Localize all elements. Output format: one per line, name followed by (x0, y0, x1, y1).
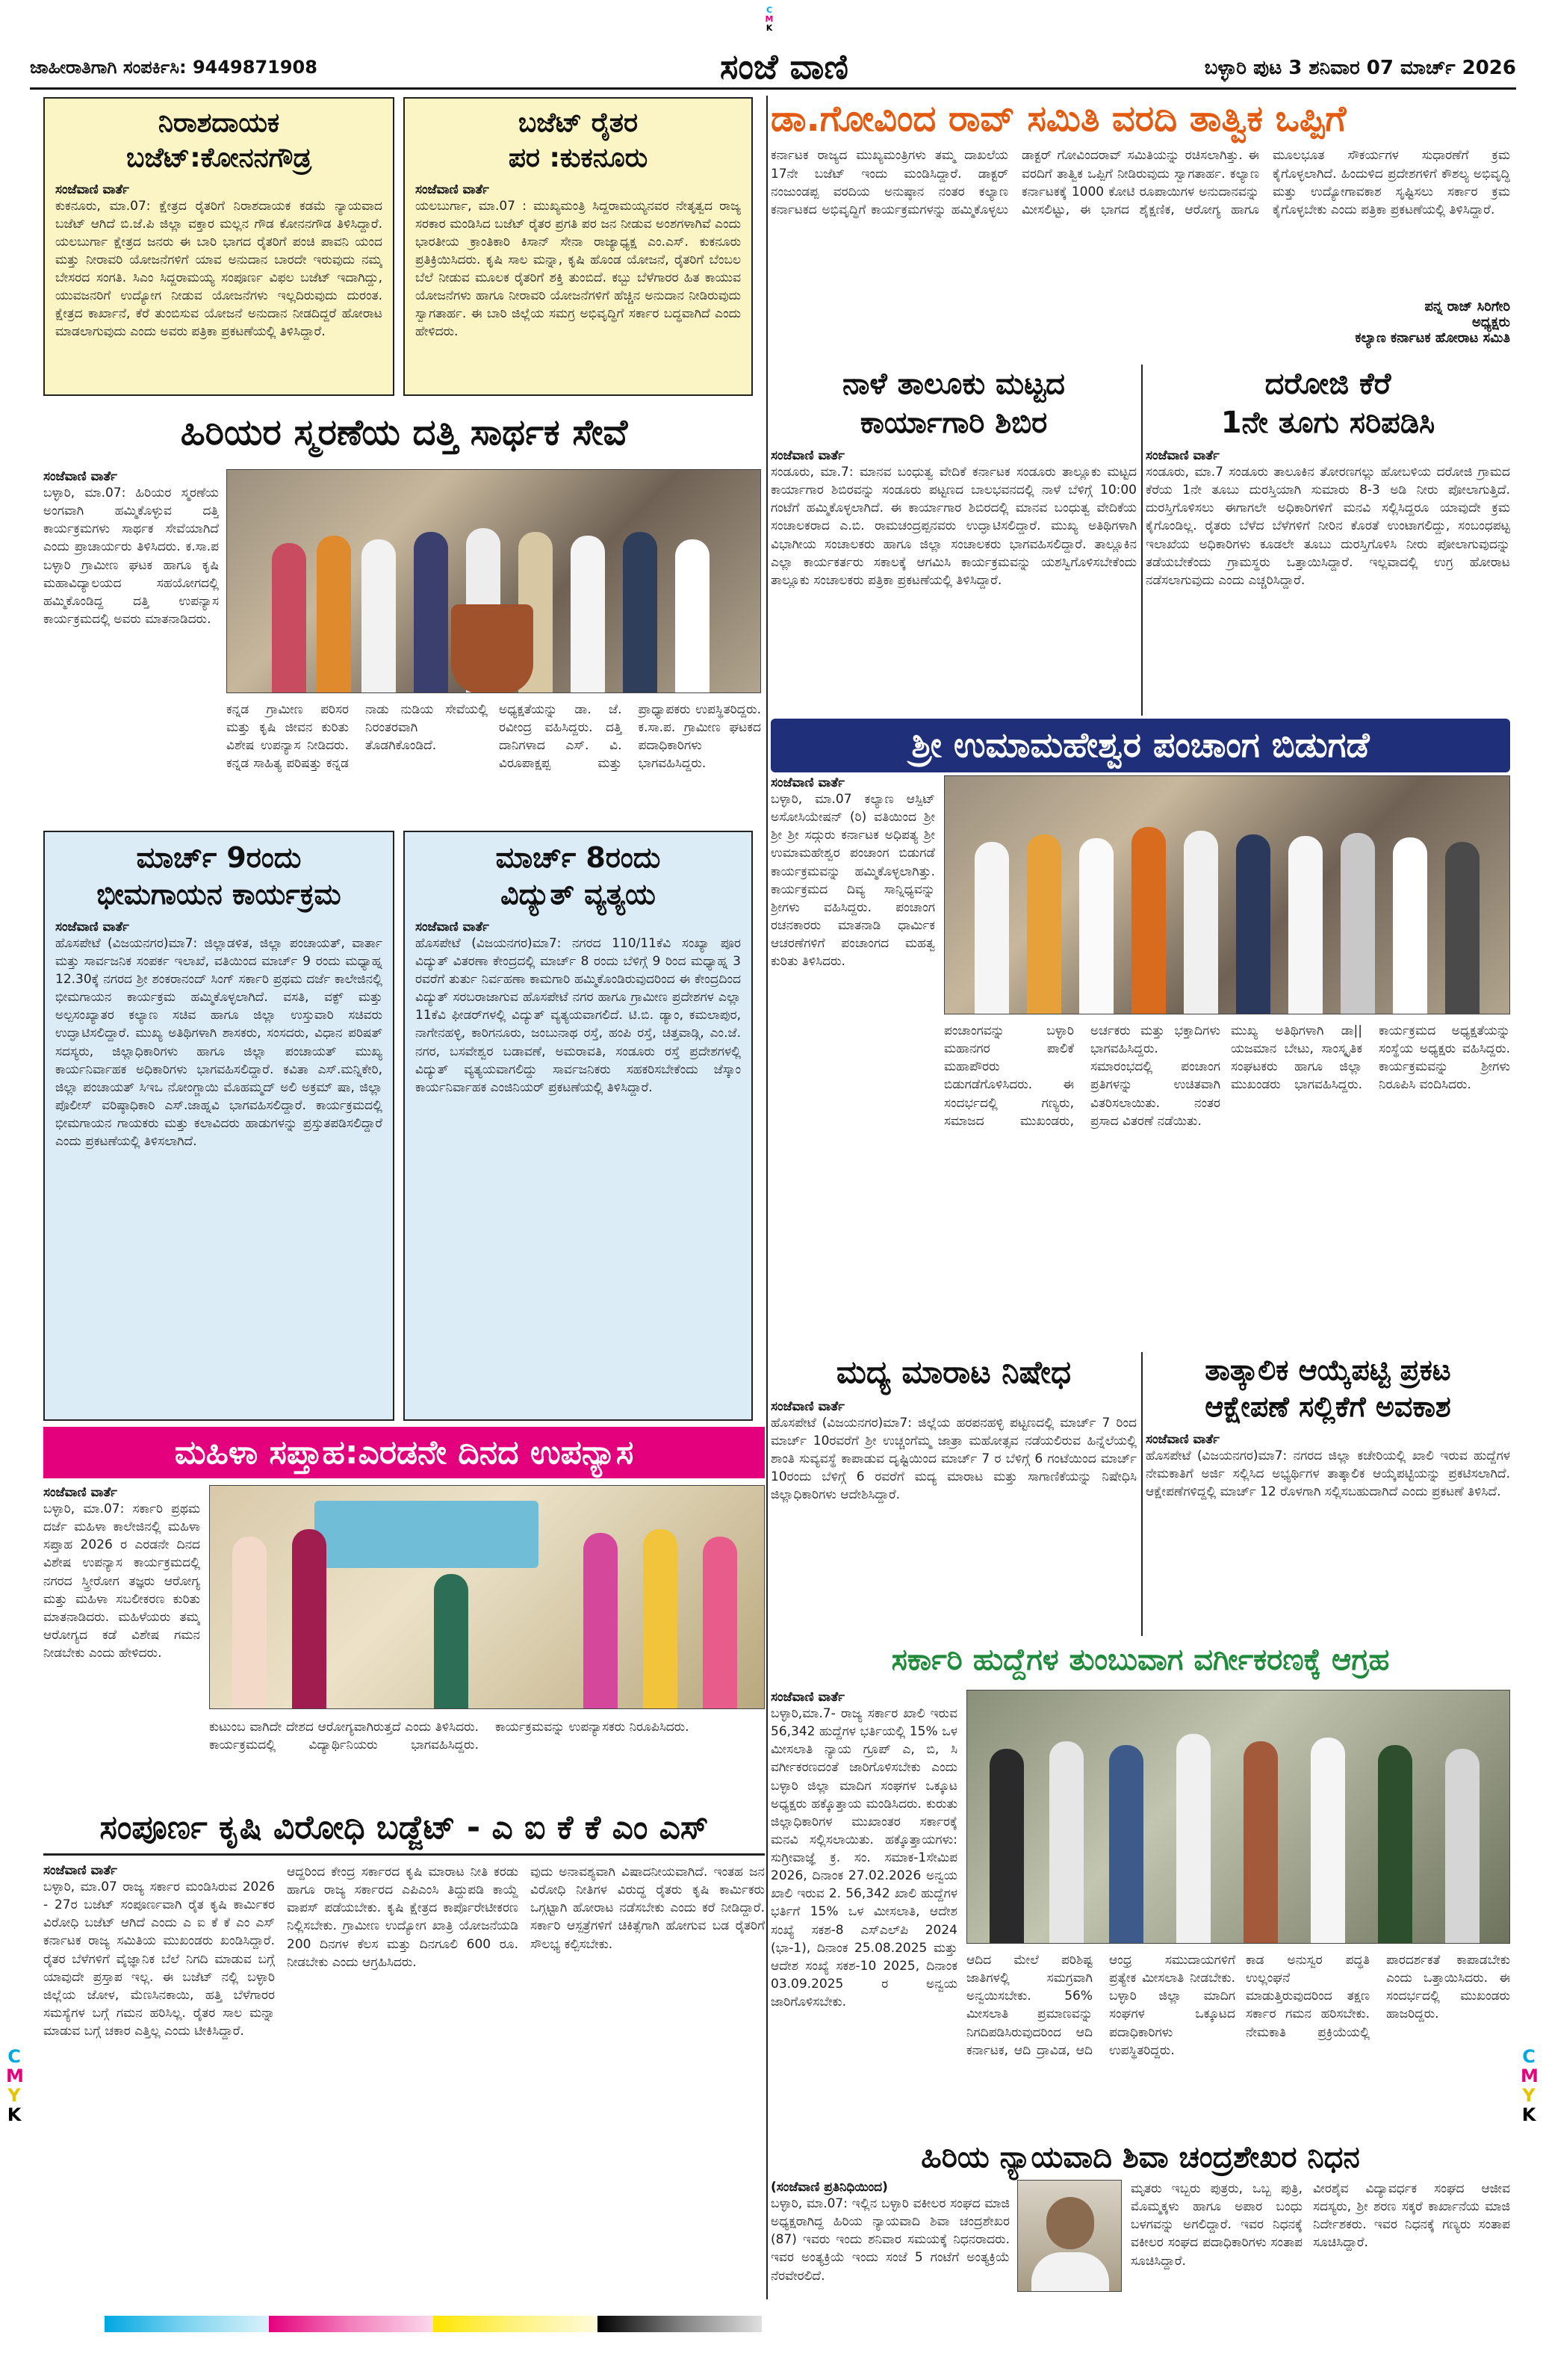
cmyk-registration-left (6, 2047, 22, 2125)
photo-women-week (209, 1485, 765, 1709)
cmyk-m: M (1521, 2066, 1539, 2086)
byline: ಸಂಜೆವಾಣಿ ವಾರ್ತೆ (415, 182, 489, 197)
byline: ಸಂಜೆವಾಣಿ ವಾರ್ತೆ (415, 919, 489, 935)
color-bar-black (597, 2316, 762, 2332)
headline: ಹಿರಿಯ ನ್ಯಾಯವಾದಿ ಶಿವಾ ಚಂದ್ರಶೇಖರ ನಿಧನ (921, 2140, 1360, 2175)
headline: ಹಿರಿಯರ ಸ್ಮರಣೆಯ ದತ್ತಿ ಸಾರ್ಥಕ ಸೇವೆ (180, 412, 628, 453)
headline: ಮಾರ್ಚ್ 8ರಂದು (495, 841, 661, 874)
article-obituary (771, 2138, 1510, 2295)
article-women-week (43, 1427, 765, 1800)
masthead-logo: ಸಂಜೆ ವಾಣಿ (720, 46, 848, 87)
article-body: ಹೊಸಪೇಟೆ (ವಿಜಯನಗರ)ಮಾ7: ನಗರದ 110/11ಕೆವಿ ಸಂಖ್ಯಾ ಪೂರ ವಿದ್ಯುತ್ ವಿತರಣಾ ಕೇಂದ್ರದಲ್ಲಿ ಮಾರ್ಚ್ 8 ರಂದು ಬೆಳಿಗ್ಗೆ 9 ರಿಂದ ಮಧ್ಯಾಹ್ನ 3 ರವರೆಗೆ ತುರ್ತು ನಿರ್ವಹಣಾ ಕಾಮಗಾರಿ ಹಮ್ಮಿಕೊಂಡಿರುವುದರಿಂದ ಈ ಕೇಂದ್ರದಿಂದ ವಿದ್ಯುತ್ ಸರಬರಾಜಾಗುವ ಹೊಸಪೇಟೆ ನಗರ ಹಾಗೂ ಗ್ರಾಮೀಣ ಪ್ರದೇಶಗಳ ಎಲ್ಲಾ 11ಕೆವಿ ಫೀಡರ್‌ಗಳಲ್ಲಿ ವಿದ್ಯುತ್ ವ್ಯತ್ಯಯವಾಗಲಿದೆ. ಟಿ.ಬಿ. ಡ್ಯಾಂ, ಕಮಲಾಪುರ, ನಾಗೇನಹಳ್ಳಿ, ಕಾರಿಗನೂರು, ಜಂಬುನಾಥ ರಸ್ತೆ, ಹಂಪಿ ರಸ್ತೆ, ಚಿತ್ತವಾಡ್ಗಿ, ಎಂ.ಜೆ. ನಗರ, ಬಸವೇಶ್ವರ ಬಡಾವಣೆ, ಅಮರಾವತಿ, ಸಂಡೂರು ರಸ್ತೆ ಪ್ರದೇಶಗಳಲ್ಲಿ ವಿದ್ಯುತ್ ವ್ಯತ್ಯಯವಾಗಲಿದ್ದು ಸಾರ್ವಜನಿಕರು ಸಹಕರಿಸಬೇಕೆಂದು ಜೆಸ್ಕಾಂ ಕಾರ್ಯನಿರ್ವಾಹಕ ಎಂಜಿನಿಯರ್ ಪ್ರಕಟಣೆಯಲ್ಲಿ ತಿಳಿಸಿದ್ದಾರೆ. (415, 935, 741, 1095)
article-bhimagayana (43, 831, 394, 1421)
headline-sub: ಆಕ್ಷೇಪಣೆ ಸಲ್ಲಿಕೆಗೆ ಅವಕಾಶ (1205, 1390, 1451, 1424)
article-body-mid: ಆದ್ದರಿಂದ ಕೇಂದ್ರ ಸರ್ಕಾರದ ಕೃಷಿ ಮಾರಾಟ ನೀತಿ ಕರಡು ಹಾಗೂ ರಾಜ್ಯ ಸರ್ಕಾರದ ಎಪಿಎಂಸಿ ತಿದ್ದುಪಡಿ ಕಾಯ್ದೆ ವಾಪಸ್ ಪಡೆಯಬೇಕು. ಕೃಷಿ ಕ್ಷೇತ್ರದ ಕಾರ್ಪೊರೇಟೀಕರಣ ನಿಲ್ಲಿಸಬೇಕು. ಗ್ರಾಮೀಣ ಉದ್ಯೋಗ ಖಾತ್ರಿ ಯೋಜನೆಯಡಿ 200 ದಿನಗಳ ಕೆಲಸ ಮತ್ತು ದಿನಗೂಲಿ 600 ರೂ. ನೀಡಬೇಕು ಎಂದು ಆಗ್ರಹಿಸಿದರು. (287, 1865, 518, 1970)
article-body-mid: ಕನ್ನಡ ಗ್ರಾಮೀಣ ಪರಿಸರ ಮತ್ತು ಕೃಷಿ ಜೀವನ ಕುರಿತು ವಿಶೇಷ ಉಪನ್ಯಾಸ ನೀಡಿದರು. ಕನ್ನಡ ಸಾಹಿತ್ಯ ಪರಿಷತ್ತು ಕನ್ನಡ ನಾಡು ನುಡಿಯ ಸೇವೆಯಲ್ಲಿ ನಿರಂತರವಾಗಿ ತೊಡಗಿಕೊಂಡಿದೆ. (226, 702, 488, 772)
article-body-left: ಬಳ್ಳಾರಿ, ಮಾ.07: ಸರ್ಕಾರಿ ಪ್ರಥಮ ದರ್ಜೆ ಮಹಿಳಾ ಕಾಲೇಜಿನಲ್ಲಿ ಮಹಿಳಾ ಸಪ್ತಾಹ 2026 ರ ಎರಡನೇ ದಿನದ ವಿಶೇಷ ಉಪನ್ಯಾಸ ಕಾರ್ಯಕ್ರಮದಲ್ಲಿ ನಗರದ ಸ್ತ್ರೀರೋಗ ತಜ್ಞರು ಆರೋಗ್ಯ ಮತ್ತು ಮಹಿಳಾ ಸಬಲೀಕರಣ ಕುರಿತು ಮಾತನಾಡಿದರು. ಮಹಿಳೆಯರು ತಮ್ಮ ಆರೋಗ್ಯದ ಕಡೆ ವಿಶೇಷ ಗಮನ ನೀಡಬೇಕು ಎಂದು ಹೇಳಿದರು. (43, 1502, 200, 1661)
article-body: ಸಂಡೂರು, ಮಾ.7: ಮಾನವ ಬಂಧುತ್ವ ವೇದಿಕೆ ಕರ್ನಾಟಕ ಸಂಡೂರು ತಾಲ್ಲೂಕು ಮಟ್ಟದ ಕಾರ್ಯಾಗಾರ ಶಿಬಿರವನ್ನು ಸಂಡೂರು ಪಟ್ಟಣದ ಬಾಲಭವನದಲ್ಲಿ ನಾಳೆ ಬೆಳಿಗ್ಗೆ 10:00 ಗಂಟೆಗೆ ಹಮ್ಮಿಕೊಳ್ಳಲಾಗಿದೆ. ಈ ಕಾರ್ಯಾಗಾರ ಶಿಬಿರದಲ್ಲಿ ಮಾನವ ಬಂಧುತ್ವ ವೇದಿಕೆಯ ಸಂಚಾಲಕರಾದ ಎ.ಬಿ. ರಾಮಚಂದ್ರಪ್ಪನವರು ಉದ್ಘಾಟಿಸಲಿದ್ದಾರೆ. ಮುಖ್ಯ ಅತಿಥಿಗಳಾಗಿ ವಿಭಾಗೀಯ ಸಂಚಾಲಕರು ಹಾಗೂ ಜಿಲ್ಲಾ ಸಂಚಾಲಕರು ಭಾಗವಹಿಸಲಿದ್ದಾರೆ. ತಾಲ್ಲೂಕಿನ ಎಲ್ಲಾ ಕಾರ್ಯಕರ್ತರು ಸಕಾಲಕ್ಕೆ ಆಗಮಿಸಿ ಕಾರ್ಯಕ್ರಮವನ್ನು ಯಶಸ್ವಿಗೊಳಿಸಬೇಕೆಂದು ತಾಲ್ಲೂಕು ಸಂಚಾಲಕರು ಪತ್ರಿಕಾ ಪ್ರಕಟಣೆಯಲ್ಲಿ ತಿಳಿಸಿದ್ದಾರೆ. (771, 465, 1137, 588)
headline: ಮದ್ಯ ಮಾರಾಟ ನಿಷೇಧ (836, 1354, 1072, 1390)
byline: ಸಂಜೆವಾಣಿ ವಾರ್ತೆ (771, 448, 845, 463)
headline: ತಾತ್ಕಾಲಿಕ ಆಯ್ಕೆಪಟ್ಟಿ ಪ್ರಕಟ (1205, 1354, 1451, 1386)
signoff-org: ಕಲ್ಯಾಣ ಕರ್ನಾಟಕ ಹೋರಾಟ ಸಮಿತಿ (1355, 330, 1510, 347)
signoff-title: ಅಧ್ಯಕ್ಷರು (1472, 314, 1510, 331)
article-body-right: ಮುಖ್ಯ ಅತಿಥಿಗಳಾಗಿ ಡಾ|| ಯಜಮಾನ ಬೇಟು, ಸಾಂಸ್ಕೃತಿಕ ಸಂಘಟಕರು ಹಾಗೂ ಜಿಲ್ಲಾ ಮುಖಂಡರು ಭಾಗವಹಿಸಿದ್ದರು. ಕಾರ್ಯಕ್ರಮದ ಅಧ್ಯಕ್ಷತೆಯನ್ನು ಸಂಸ್ಥೆಯ ಅಧ್ಯಕ್ಷರು ವಹಿಸಿದ್ದರು. ಕಾರ್ಯಕ್ರಮವನ್ನು ಶ್ರೀಗಳು ನಿರೂಪಿಸಿ ವಂದಿಸಿದರು. (1231, 1023, 1510, 1093)
article-taluk-camp (771, 365, 1137, 716)
article-aikkms (43, 1806, 765, 2299)
byline: ಸಂಜೆವಾಣಿ ವಾರ್ತೆ (43, 1485, 117, 1500)
article-body-right: ಕಾಡ ಅನುಸ್ವರ ಪದ್ಧತಿ ಉಲ್ಲಂಘನೆ ಮಾಡುತ್ತಿರುವುದರಿಂದ ತಕ್ಷಣ ಸರ್ಕಾರ ಗಮನ ಹರಿಸಬೇಕು. ನೇಮಕಾತಿ ಪ್ರಕ್ರಿಯೆಯಲ್ಲಿ ಪಾರದರ್ಶಕತೆ ಕಾಪಾಡಬೇಕು ಎಂದು ಒತ್ತಾಯಿಸಿದರು. ಈ ಸಂದರ್ಭದಲ್ಲಿ ಮುಖಂಡರು ಹಾಜರಿದ್ದರು. (1246, 1953, 1510, 2040)
headline-sub: ಪರ :ಕುಕನೂರು (508, 142, 648, 173)
photo-obituary-portrait (1017, 2180, 1122, 2292)
article-body: ಕರ್ನಾಟಕ ರಾಜ್ಯದ ಮುಖ್ಯಮಂತ್ರಿಗಳು ತಮ್ಮ ದಾಖಲೆಯ 17ನೇ ಬಜೆಟ್ ಇಂದು ಮಂಡಿಸಿದ್ದಾರೆ. ಡಾಕ್ಟರ್ ನಂಜುಂಡಪ್ಪ ವರದಿಯ ಅನುಷ್ಠಾನ ನಂತರ ಕಲ್ಯಾಣ ಕರ್ನಾಟಕದ ಅಭಿವೃದ್ಧಿಗೆ ಕಾರ್ಯಕ್ರಮಗಳನ್ನು ಹಮ್ಮಿಕೊಳ್ಳಲು ಡಾಕ್ಟರ್ ಗೋವಿಂದರಾವ್ ಸಮಿತಿಯನ್ನು ರಚಿಸಲಾಗಿತ್ತು. ಈ ವರದಿಗೆ ತಾತ್ವಿಕ ಒಪ್ಪಿಗೆ ನೀಡಿರುವುದು ಸ್ವಾಗತಾರ್ಹ. ಕಲ್ಯಾಣ ಕರ್ನಾಟಕಕ್ಕೆ 1000 ಕೋಟಿ ರೂಪಾಯಿಗಳ ಅನುದಾನವನ್ನು ಮೀಸಲಿಟ್ಟು, ಈ ಭಾಗದ ಶೈಕ್ಷಣಿಕ, ಆರೋಗ್ಯ ಹಾಗೂ ಮೂಲಭೂತ ಸೌಕರ್ಯಗಳ ಸುಧಾರಣೆಗೆ ಕ್ರಮ ಕೈಗೊಳ್ಳಲಾಗಿದೆ. ಹಿಂದುಳಿದ ಪ್ರದೇಶಗಳಿಗೆ ಕೌಶಲ್ಯ ಅಭಿವೃದ್ಧಿ ಮತ್ತು ಉದ್ಯೋಗಾವಕಾಶ ಸೃಷ್ಟಿಸಲು ಸರ್ಕಾರ ಕ್ರಮ ಕೈಗೊಳ್ಳಬೇಕು ಎಂದು ಪತ್ರಿಕಾ ಪ್ರಕಟಣೆಯಲ್ಲಿ ತಿಳಿಸಿದ್ದಾರೆ. (771, 148, 1510, 217)
article-body-left: ಬಳ್ಳಾರಿ,ಮಾ.7- ರಾಜ್ಯ ಸರ್ಕಾರ ಖಾಲಿ ಇರುವ 56,342 ಹುದ್ದೆಗಳ ಭರ್ತಿಯಲ್ಲಿ 15% ಒಳ ಮೀಸಲಾತಿ ನ್ಯಾಯ ಗ್ರೂಪ್ ಎ, ಬಿ, ಸಿ ವರ್ಗೀಕರಣದಂತೆ ಜಾರಿಗೊಳಿಸಬೇಕು ಎಂದು ಬಳ್ಳಾರಿ ಜಿಲ್ಲಾ ಮಾದಿಗ ಸಂಘಗಳ ಒಕ್ಕೂಟ ಅಧ್ಯಕ್ಷರು ಹಕ್ಕೊತ್ತಾಯ ಮಂಡಿಸಿದರು. ಕುರುತು ಜಿಲ್ಲಾಧಿಕಾರಿಗಳ ಮುಖಾಂತರ ಸರ್ಕಾರಕ್ಕೆ ಮನವಿ ಸಲ್ಲಿಸಲಾಯಿತು. ಹಕ್ಕೊತ್ತಾಯಗಳು: ಸುಗ್ರೀವಾಜ್ಞೆ ಕ್ರ. ಸಂ. ಸಮಾಕ-1ಸೇಮಿಪ 2026, ದಿನಾಂಕ 27.02.2026 ಅನ್ವಯ ಖಾಲಿ ಇರುವ 2. 56,342 ಖಾಲಿ ಹುದ್ದೆಗಳ ಭರ್ತಿಗೆ 15% ಒಳ ಮೀಸಲಾತಿ, ಆದೇಶ ಸಂಖ್ಯೆ ಸಕಶ-8 ಎಸ್‌ಎಲ್‌ಪಿ 2024 (ಭಾ-1), ದಿನಾಂಕ 25.08.2025 ಮತ್ತು ಆದೇಶ ಸಂಖ್ಯೆ ಸಕಶ-10 2025, ದಿನಾಂಕ 03.09.2025 ರ ಅನ್ವಯ ಜಾರಿಗೊಳಿಸಬೇಕು. (771, 1706, 957, 2009)
article-budget-kona (43, 97, 394, 396)
article-elders-memory (43, 409, 765, 828)
color-bar-magenta (269, 2316, 433, 2332)
photo-elders-event (226, 469, 761, 693)
article-classification (771, 1640, 1510, 2133)
photo-panchanga-release (944, 775, 1510, 1014)
article-panchanga (771, 719, 1510, 1346)
column-divider (1141, 365, 1143, 716)
article-body-left: ಬಳ್ಳಾರಿ, ಮಾ.07 ರಾಜ್ಯ ಸರ್ಕಾರ ಮಂಡಿಸಿರುವ 2026 - 27ರ ಬಜೆಟ್ ಸಂಪೂರ್ಣವಾಗಿ ರೈತ ಕೃಷಿ ಕಾರ್ಮಿಕರ ವಿರೋಧಿ ಬಜೆಟ್ ಆಗಿದೆ ಎಂದು ಎ ಐ ಕೆ ಕೆ ಎಂ ಎಸ್ ಕರ್ನಾಟಕ ರಾಜ್ಯ ಸಮಿತಿಯ ಮುಖಂಡರು ಖಂಡಿಸಿದ್ದಾರೆ. ರೈತರ ಬೆಳೆಗಳಿಗೆ ವೈಜ್ಞಾನಿಕ ಬೆಲೆ ನಿಗದಿ ಮಾಡುವ ಬಗ್ಗೆ ಯಾವುದೇ ಪ್ರಸ್ತಾಪ ಇಲ್ಲ. ಈ ಬಜೆಟ್ ನಲ್ಲಿ ಬಳ್ಳಾರಿ ಜಿಲ್ಲೆಯ ಜೋಳ, ಮೆಣಸಿನಕಾಯಿ, ಹತ್ತಿ ಬೆಳೆಗಾರರ ಸಮಸ್ಯೆಗಳ ಬಗ್ಗೆ ಗಮನ ಹರಿಸಿಲ್ಲ. ರೈತರ ಸಾಲ ಮನ್ನಾ ಮಾಡುವ ಬಗ್ಗೆ ಚಕಾರ ಎತ್ತಿಲ್ಲ ಎಂದು ಟೀಕಿಸಿದ್ದಾರೆ. (43, 1879, 275, 2039)
article-body-left: ಬಳ್ಳಾರಿ, ಮಾ.07 ಕಲ್ಯಾಣ ಆಸ್ಪಿಟ್ ಅಸೋಸಿಯೇಷನ್ (ರಿ) ವತಿಯಿಂದ ಶ್ರೀ ಶ್ರೀ ಶ್ರೀ ಸದ್ಗುರು ಕರ್ನಾಟಕ ಅಧಿಪತ್ಯ ಶ್ರೀ ಉಮಾಮಹೇಶ್ವರ ಪಂಚಾಂಗ ಬಿಡುಗಡೆ ಕಾರ್ಯಕ್ರಮವನ್ನು ಹಮ್ಮಿಕೊಳ್ಳಲಾಗಿತ್ತು. ಕಾರ್ಯಕ್ರಮದ ದಿವ್ಯ ಸಾನ್ನಿಧ್ಯವನ್ನು ಶ್ರೀಗಳು ವಹಿಸಿದ್ದರು. ಪಂಚಾಂಗ ರಚನಕಾರರು ಮಾತನಾಡಿ ಧಾರ್ಮಿಕ ಆಚರಣೆಗಳಿಗೆ ಪಂಚಾಂಗದ ಮಹತ್ವ ಕುರಿತು ತಿಳಿಸಿದರು. (771, 792, 935, 970)
cmyk-k: K (766, 23, 773, 33)
article-liquor-ban (771, 1352, 1137, 1636)
headline: ಮಹಿಳಾ ಸಪ್ತಾಹ:ಎರಡನೇ ದಿನದ ಉಪನ್ಯಾಸ (43, 1427, 765, 1478)
cmyk-registration-top (754, 6, 784, 33)
byline: ಸಂಜೆವಾಣಿ ವಾರ್ತೆ (771, 775, 845, 790)
cmyk-m: M (6, 2066, 24, 2086)
cmyk-y: Y (7, 2085, 21, 2106)
article-body: ಹೊಸಪೇಟೆ (ವಿಜಯನಗರ)ಮಾ7: ಜಿಲ್ಲೆಯ ಹರಪನಹಳ್ಳಿ ಪಟ್ಟಣದಲ್ಲಿ ಮಾರ್ಚ್ 7 ರಿಂದ ಮಾರ್ಚ್ 10ರವರೆಗೆ ಶ್ರೀ ಉಚ್ಚಂಗೆಮ್ಮ ಜಾತ್ರಾ ಮಹೋತ್ಸವ ನಡೆಯಲಿರುವ ಹಿನ್ನೆಲೆಯಲ್ಲಿ ಶಾಂತಿ ಸುವ್ಯವಸ್ಥೆ ಕಾಪಾಡುವ ದೃಷ್ಟಿಯಿಂದ ಮಾರ್ಚ್ 7 ರ ಬೆಳಿಗ್ಗೆ 6 ಗಂಟೆಯಿಂದ ಮಾರ್ಚ್ 10ರಂದು ಬೆಳಿಗ್ಗೆ 6 ರವರೆಗೆ ಮದ್ಯ ಮಾರಾಟ ಮತ್ತು ಸಾಗಾಣಿಕೆಯನ್ನು ನಿಷೇಧಿಸಿ ಜಿಲ್ಲಾಧಿಕಾರಿಗಳು ಆದೇಶಿಸಿದ್ದಾರೆ. (771, 1415, 1137, 1503)
headline: ಶ್ರೀ ಉಮಾಮಹೇಶ್ವರ ಪಂಚಾಂಗ ಬಿಡುಗಡೆ (771, 719, 1510, 772)
color-bar-cyan (105, 2316, 269, 2332)
article-govind-rao (771, 96, 1510, 357)
headline-sub: ಕಾರ್ಯಾಗಾರಿ ಶಿಬಿರ (860, 406, 1048, 440)
cmyk-c: C (7, 2046, 21, 2067)
article-body: ಯಲಬುರ್ಗಾ, ಮಾ.07 : ಮುಖ್ಯಮಂತ್ರಿ ಸಿದ್ದರಾಮಯ್ಯನವರ ನೇತೃತ್ವದ ರಾಜ್ಯ ಸರಕಾರ ಮಂಡಿಸಿದ ಬಜೆಟ್ ರೈತರ ಪ್ರಗತಿ ಪರ ಜನ ನೀಡುವ ಅಂಶಗಳಾಗಿವೆ ಎಂದು ಭಾರತೀಯ ಕ್ರಾಂತಿಕಾರಿ ಕಿಸಾನ್ ಸೇನಾ ರಾಜ್ಯಾಧ್ಯಕ್ಷ ಎಂ.ಎಸ್. ಕುಕನೂರು ಪ್ರತಿಕ್ರಿಯಿಸಿದರು. ಕೃಷಿ ಸಾಲ ಮನ್ನಾ, ಕೃಷಿ ಹೊಂಡ ಯೋಜನೆ, ರೈತರಿಗೆ ಬೆಂಬಲ ಬೆಲೆ ನೀಡುವ ಮೂಲಕ ರೈತರಿಗೆ ಶಕ್ತಿ ತುಂಬಿದೆ. ಕಬ್ಬು ಬೆಳೆಗಾರರ ಹಿತ ಕಾಯುವ ಯೋಜನೆಗಳು ಹಾಗೂ ನೀರಾವರಿ ಯೋಜನೆಗಳಿಗೆ ಹೆಚ್ಚಿನ ಅನುದಾನ ನೀಡಿರುವುದು ಸ್ವಾಗತಾರ್ಹ. ಈ ಬಾರಿ ಜಿಲ್ಲೆಯ ಸಮಗ್ರ ಅಭಿವೃದ್ಧಿಗೆ ಸರ್ಕಾರ ಬದ್ಧವಾಗಿದೆ ಎಂದು ಹೇಳಿದರು. (415, 198, 741, 340)
cmyk-k: K (7, 2104, 22, 2125)
article-body-right: ಅಧ್ಯಕ್ಷತೆಯನ್ನು ಡಾ. ಜೆ. ರವೀಂದ್ರ ವಹಿಸಿದ್ದರು. ದತ್ತಿ ದಾನಿಗಳಾದ ಎಸ್. ವಿ. ವಿರೂಪಾಕ್ಷಪ್ಪ ಮತ್ತು ಪ್ರಾಧ್ಯಾಪಕರು ಉಪಸ್ಥಿತರಿದ್ದರು. ಕ.ಸಾ.ಪ. ಗ್ರಾಮೀಣ ಘಟಕದ ಪದಾಧಿಕಾರಿಗಳು ಭಾಗವಹಿಸಿದ್ದರು. (499, 702, 761, 772)
page-header (30, 46, 1516, 90)
signoff-name: ಪನ್ನ ರಾಜ್ ಸಿರಿಗೇರಿ (1424, 299, 1510, 315)
article-body: ಹೊಸಪೇಟೆ (ವಿಜಯನಗರ)ಮಾ7: ಜಿಲ್ಲಾಡಳಿತ, ಜಿಲ್ಲಾ ಪಂಚಾಯತ್, ವಾರ್ತಾ ಮತ್ತು ಸಾರ್ವಜನಿಕ ಸಂಪರ್ಕ ಇಲಾಖೆ, ವತಿಯಿಂದ ಮಾರ್ಚ್ 9 ರಂದು ಮಧ್ಯಾಹ್ನ 12.30ಕ್ಕೆ ನಗರದ ಶ್ರೀ ಶಂಕರಾನಂದ್ ಸಿಂಗ್ ಸರ್ಕಾರಿ ಪ್ರಥಮ ದರ್ಜೆ ಕಾಲೇಜಿನಲ್ಲಿ ಭೀಮಗಾಯನ ಕಾರ್ಯಕ್ರಮ ಹಮ್ಮಿಕೊಳ್ಳಲಾಗಿದೆ. ವಸತಿ, ವಕ್ಫ್ ಮತ್ತು ಅಲ್ಪಸಂಖ್ಯಾತರ ಕಲ್ಯಾಣ ಸಚಿವ ಹಾಗೂ ಜಿಲ್ಲಾ ಉಸ್ತುವಾರಿ ಸಚಿವರು ಉದ್ಘಾಟಿಸಲಿದ್ದಾರೆ. ಮುಖ್ಯ ಅತಿಥಿಗಳಾಗಿ ಶಾಸಕರು, ಸಂಸದರು, ವಿಧಾನ ಪರಿಷತ್ ಸದಸ್ಯರು, ಜಿಲ್ಲಾಧಿಕಾರಿಗಳು ಹಾಗೂ ಜಿಲ್ಲಾ ಪಂಚಾಯತ್ ಮುಖ್ಯ ಕಾರ್ಯನಿರ್ವಾಹಕ ಅಧಿಕಾರಿಗಳು ಭಾಗವಹಿಸಲಿದ್ದಾರೆ. ಕವಿತಾ ಎಸ್.ಮನ್ನಿಕೇರಿ, ಜಿಲ್ಲಾ ಪಂಚಾಯತ್ ಸಿಇಒ ನೋಂಗ್ಜಾಯಿ ಮೊಹಮ್ಮದ್ ಅಲಿ ಅಕ್ರಮ್ ಷಾ, ಜಿಲ್ಲಾ ಪೊಲೀಸ್ ವರಿಷ್ಠಾಧಿಕಾರಿ ಎಸ್.ಜಾಹ್ನವಿ ಭಾಗವಹಿಸಲಿದ್ದಾರೆ. ಕಾರ್ಯಕ್ರಮದಲ್ಲಿ ಭೀಮಗಾಯನ ಗಾಯಕರು ಮತ್ತು ಕಲಾವಿದರು ಹಾಡುಗಳನ್ನು ಪ್ರಸ್ತುತಪಡಿಸಲಿದ್ದಾರೆ ಎಂದು ಪ್ರಕಟಣೆಯಲ್ಲಿ ತಿಳಿಸಲಾಗಿದೆ. (55, 935, 382, 1150)
cmyk-c: C (1522, 2046, 1536, 2067)
article-budget-farmer (403, 97, 753, 396)
color-bar-yellow (433, 2316, 597, 2332)
headline: ಸರ್ಕಾರಿ ಹುದ್ದೆಗಳ ತುಂಬುವಾಗ ವರ್ಗೀಕರಣಕ್ಕೆ ಆಗ್ರಹ (891, 1643, 1390, 1677)
headline-sub: ಭೀಮಗಾಯನ ಕಾರ್ಯಕ್ರಮ (96, 878, 341, 911)
headline: ಸಂಪೂರ್ಣ ಕೃಷಿ ವಿರೋಧಿ ಬಡ್ಜೆಟ್ - ಎ ಐ ಕೆ ಕೆ ಎಂ ಎಸ್ (43, 1806, 765, 1856)
cmyk-c: C (766, 5, 773, 15)
article-body-mid: ಆದಿದ ಮೇಲೆ ಪರಿಶಿಷ್ಟ ಜಾತಿಗಳಲ್ಲಿ ಸಮಗ್ರವಾಗಿ ಅನ್ವಯಿಸಬೇಕು. 56% ಮೀಸಲಾತಿ ಪ್ರಮಾಣವನ್ನು ನಿಗದಿಪಡಿಸಿರುವುದರಿಂದ ಆದಿ ಕರ್ನಾಟಕ, ಆದಿ ದ್ರಾವಿಡ, ಆದಿ ಆಂಧ್ರ ಸಮುದಾಯಗಳಿಗೆ ಪ್ರತ್ಯೇಕ ಮೀಸಲಾತಿ ನೀಡಬೇಕು. ಬಳ್ಳಾರಿ ಜಿಲ್ಲಾ ಮಾದಿಗ ಸಂಘಗಳ ಒಕ್ಕೂಟದ ಪದಾಧಿಕಾರಿಗಳು ಉಪಸ್ಥಿತರಿದ್ದರು. (966, 1953, 1235, 2058)
byline: ಸಂಜೆವಾಣಿ ವಾರ್ತೆ (771, 1398, 845, 1414)
article-body-mid: ಪಂಚಾಂಗವನ್ನು ಬಳ್ಳಾರಿ ಮಹಾನಗರ ಪಾಲಿಕೆ ಮಹಾಪೌರರು ಬಿಡುಗಡೆಗೊಳಿಸಿದರು. ಈ ಸಂದರ್ಭದಲ್ಲಿ ಗಣ್ಯರು, ಸಮಾಜದ ಮುಖಂಡರು, ಅರ್ಚಕರು ಮತ್ತು ಭಕ್ತಾದಿಗಳು ಭಾಗವಹಿಸಿದ್ದರು. ಸಮಾರಂಭದಲ್ಲಿ ಪಂಚಾಂಗ ಪ್ರತಿಗಳನ್ನು ಉಚಿತವಾಗಿ ವಿತರಿಸಲಾಯಿತು. ನಂತರ ಪ್ರಸಾದ ವಿತರಣೆ ನಡೆಯಿತು. (944, 1023, 1220, 1129)
article-body-right: ವುದು ಅನಾವಶ್ಯವಾಗಿ ವಿಷಾದನೀಯವಾಗಿದೆ. ಇಂತಹ ಜನ ವಿರೋಧಿ ನೀತಿಗಳ ವಿರುದ್ಧ ರೈತರು ಕೃಷಿ ಕಾರ್ಮಿಕರು ಒಗ್ಗಟ್ಟಾಗಿ ಹೋರಾಟ ನಡೆಸಬೇಕು ಎಂದು ಕರೆ ನೀಡಿದ್ದಾರೆ. ಸರ್ಕಾರಿ ಆಸ್ಪತ್ರೆಗಳಿಗೆ ಚಿಕಿತ್ಸೆಗಾಗಿ ಹೋಗುವ ಬಡ ರೈತರಿಗೆ ಸೌಲಭ್ಯ ಕಲ್ಪಿಸಬೇಕು. (530, 1865, 765, 1952)
headline: ದರೋಜಿ ಕೆರೆ (1264, 367, 1391, 401)
article-body-left: ಬಳ್ಳಾರಿ, ಮಾ.07: ಹಿರಿಯರ ಸ್ಮರಣೆಯ ಅಂಗವಾಗಿ ಹಮ್ಮಿಕೊಳ್ಳುವ ದತ್ತಿ ಕಾರ್ಯಕ್ರಮಗಳು ಸಾರ್ಥಕ ಸೇವೆಯಾಗಿದೆ ಎಂದು ಪ್ರಾಚಾರ್ಯರು ತಿಳಿಸಿದರು. ಕ.ಸಾ.ಪ ಬಳ್ಳಾರಿ ಗ್ರಾಮೀಣ ಘಟಕ ಹಾಗೂ ಕೃಷಿ ಮಹಾವಿದ್ಯಾಲಯದ ಸಹಯೋಗದಲ್ಲಿ ಹಮ್ಮಿಕೊಂಡಿದ್ದ ದತ್ತಿ ಉಪನ್ಯಾಸ ಕಾರ್ಯಕ್ರಮದಲ್ಲಿ ಅವರು ಮಾತನಾಡಿದರು. (43, 486, 219, 627)
article-objection (1146, 1352, 1510, 1636)
byline: ಸಂಜೆವಾಣಿ ವಾರ್ತೆ (1146, 1431, 1220, 1447)
article-daroji (1146, 365, 1510, 716)
headline: ನಾಳೆ ತಾಲೂಕು ಮಟ್ಟದ (842, 367, 1065, 401)
byline: ಸಂಜೆವಾಣಿ ವಾರ್ತೆ (55, 919, 129, 935)
article-body-right: ವೀರಶೈವ ವಿದ್ಯಾವರ್ಧಕ ಸಂಘದ ಆಜೀವ ಸದಸ್ಯರು, ಶ್ರೀ ಶರಣ ಸಕ್ಕರೆ ಕಾರ್ಖಾನೆಯ ಮಾಜಿ ನಿರ್ದೇಶಕರು. ಇವರ ನಿಧನಕ್ಕೆ ಗಣ್ಯರು ಸಂತಾಪ ಸೂಚಿಸಿದ್ದಾರೆ. (1313, 2181, 1510, 2251)
headline: ಬಜೆಟ್ ರೈತರ (518, 108, 639, 138)
byline: ಸಂಜೆವಾಣಿ ವಾರ್ತೆ (43, 469, 117, 484)
byline: (ಸಂಜೆವಾಣಿ ಪ್ರತಿನಿಧಿಯಿಂದ) (771, 2180, 888, 2195)
column-divider (1141, 1352, 1143, 1636)
headline: ಡಾ.ಗೋವಿಂದ ರಾವ್ ಸಮಿತಿ ವರದಿ ತಾತ್ವಿಕ ಒಪ್ಪಿಗೆ (771, 98, 1347, 140)
headline: ನಿರಾಶದಾಯಕ (158, 108, 280, 138)
cmyk-registration-right (1521, 2047, 1537, 2125)
cmyk-y: Y (1522, 2085, 1536, 2106)
article-body: ಕುಕನೂರು, ಮಾ.07: ಕ್ಷೇತ್ರದ ರೈತರಿಗೆ ನಿರಾಶದಾಯಕ ಕಡಮೆ ನ್ಯಾಯವಾದ ಬಜೆಟ್ ಆಗಿದೆ ಬಿ.ಜೆ.ಪಿ ಜಿಲ್ಲಾ ವಕ್ತಾರ ಮಲ್ಲನ ಗೌಡ ಕೋನನಗೌಡ ತಿಳಿಸಿದ್ದಾರೆ. ಯಲಬುರ್ಗಾ ಕ್ಷೇತ್ರದ ಜನರು ಈ ಬಾರಿ ಭಾಗದ ರೈತರಿಗೆ ಪಂಚಿ ಪಾವನಿ ಯಂದ ಮತ್ತು ನೀರಾವರಿ ಯೋಜನೆಗಳಿಗೆ ಯಾವ ಅನುದಾನ ಬಾರದೇ ಇರುವುದು ನಮ್ಮ ಬೇಸರದ ಸಂಗತಿ. ಸಿಎಂ ಸಿದ್ದರಾಮಯ್ಯ ಸಂಪೂರ್ಣ ವಿಫಲ ಬಜೆಟ್ ಇದಾಗಿದ್ದು, ಯುವಜನರಿಗೆ ಉದ್ಯೋಗ ನೀಡುವ ಯೋಜನೆಗಳು ಇಲ್ಲದಿರುವುದು ದುರಂತ. ಕ್ಷೇತ್ರದ ಕಾರ್ಖಾನೆ, ಕೆರೆ ತುಂಬಿಸುವ ಯೋಜನೆ ಅನುದಾನ ನೀಡದಿದ್ದರೆ ಹೋರಾಟ ಮಾಡಲಾಗುವುದು ಎಂದು ಅವರು ಪತ್ರಿಕಾ ಪ್ರಕಟಣೆಯಲ್ಲಿ ತಿಳಿಸಿದ್ದಾರೆ. (55, 198, 382, 340)
headline-sub: ವಿದ್ಯುತ್ ವ್ಯತ್ಯಯ (500, 878, 656, 911)
ad-contact: ಜಾಹೀರಾತಿಗಾಗಿ ಸಂಪರ್ಕಿಸಿ: 9449871908 (30, 57, 317, 78)
headline-sub: ಬಜೆಟ್:ಕೋನನಗೌಡ್ರ (125, 142, 312, 173)
article-body-mid: ಮೃತರು ಇಬ್ಬರು ಪುತ್ರರು, ಒಬ್ಬ ಪುತ್ರಿ, ಮೊಮ್ಮಕ್ಕಳು ಹಾಗೂ ಅಪಾರ ಬಂಧು ಬಳಗವನ್ನು ಅಗಲಿದ್ದಾರೆ. ಇವರ ನಿಧನಕ್ಕೆ ವಕೀಲರ ಸಂಘದ ಪದಾಧಿಕಾರಿಗಳು ಸಂತಾಪ ಸೂಚಿಸಿದ್ದಾರೆ. (1131, 2181, 1303, 2269)
byline: ಸಂಜೆವಾಣಿ ವಾರ್ತೆ (43, 1863, 117, 1878)
cmyk-m: M (765, 14, 774, 24)
dateline: ಬಳ್ಳಾರಿ ಪುಟ 3 ಶನಿವಾರ 07 ಮಾರ್ಚ್ 2026 (1204, 57, 1516, 79)
byline: ಸಂಜೆವಾಣಿ ವಾರ್ತೆ (771, 1690, 845, 1705)
article-body: ಸಂಡೂರು, ಮಾ.7 ಸಂಡೂರು ತಾಲೂಕಿನ ತೋರಣಗಲ್ಲು ಹೋಬಳಿಯ ದರೋಜಿ ಗ್ರಾಮದ ಕೆರೆಯ 1ನೇ ತೂಬು ದುರಸ್ತಿಯಾಗಿ ಸುಮಾರು 8-3 ಅಡಿ ನೀರು ಪೋಲಾಗುತ್ತಿದೆ. ದುರಸ್ತಿಗೊಳಿಸಲು ಈಗಾಗಲೇ ಅಧಿಕಾರಿಗಳಿಗೆ ಮನವಿ ಸಲ್ಲಿಸಿದ್ದರೂ ಯಾವುದೇ ಕ್ರಮ ಕೈಗೊಂಡಿಲ್ಲ. ರೈತರು ಬೆಳೆದ ಬೆಳೆಗಳಿಗೆ ನೀರಿನ ಕೊರತೆ ಉಂಟಾಗಲಿದ್ದು, ಸಂಬಂಧಪಟ್ಟ ಇಲಾಖೆಯ ಅಧಿಕಾರಿಗಳು ಕೂಡಲೇ ತೂಬು ದುರಸ್ತಿಗೊಳಿಸಿ ನೀರು ಪೋಲಾಗುವುದನ್ನು ತಡೆಯಬೇಕೆಂದು ಗ್ರಾಮಸ್ಥರು ಒತ್ತಾಯಿಸಿದ್ದಾರೆ. ಇಲ್ಲವಾದಲ್ಲಿ ಉಗ್ರ ಹೋರಾಟ ನಡೆಸಲಾಗುವುದು ಎಂದು ಎಚ್ಚರಿಸಿದ್ದಾರೆ. (1146, 465, 1510, 588)
photo-classification-protest (966, 1690, 1510, 1944)
cmyk-k: K (1521, 2104, 1536, 2125)
headline-sub: 1ನೇ ತೂಗು ಸರಿಪಡಿಸಿ (1220, 406, 1435, 440)
article-body-right: ಕುಟುಂಬ ವಾಗಿದೇ ದೇಶದ ಆರೋಗ್ಯವಾಗಿರುತ್ತದೆ ಎಂದು ತಿಳಿಸಿದರು. ಕಾರ್ಯಕ್ರಮದಲ್ಲಿ ವಿದ್ಯಾರ್ಥಿನಿಯರು ಭಾಗವಹಿಸಿದ್ದರು. ಕಾರ್ಯಕ್ರಮವನ್ನು ಉಪನ್ಯಾಸಕರು ನಿರೂಪಿಸಿದರು. (209, 1720, 689, 1753)
article-body-left: ಬಳ್ಳಾರಿ, ಮಾ.07: ಇಲ್ಲಿನ ಬಳ್ಳಾರಿ ವಕೀಲರ ಸಂಘದ ಮಾಜಿ ಅಧ್ಯಕ್ಷರಾಗಿದ್ದ ಹಿರಿಯ ನ್ಯಾಯವಾದಿ ಶಿವಾ ಚಂದ್ರಶೇಖರ (87) ಇವರು ಇಂದು ಶನಿವಾರ ಸಮಯಕ್ಕೆ ನಿಧನರಾದರು. ಇವರ ಅಂತ್ಯಕ್ರಿಯೆ ಇಂದು ಸಂಜೆ 5 ಗಂಟೆಗೆ ಅಂತ್ಯಕ್ರಿಯೆ ನೆರವೇರಲಿದೆ. (771, 2196, 1010, 2284)
byline: ಸಂಜೆವಾಣಿ ವಾರ್ತೆ (55, 182, 129, 197)
headline: ಮಾರ್ಚ್ 9ರಂದು (136, 841, 302, 874)
column-divider (766, 96, 768, 2299)
byline: ಸಂಜೆವಾಣಿ ವಾರ್ತೆ (1146, 448, 1220, 463)
article-power-cut (403, 831, 753, 1421)
article-body: ಹೊಸಪೇಟೆ (ವಿಜಯನಗರ)ಮಾ7: ನಗರದ ಜಿಲ್ಲಾ ಕಚೇರಿಯಲ್ಲಿ ಖಾಲಿ ಇರುವ ಹುದ್ದೆಗಳ ನೇಮಕಾತಿಗೆ ಅರ್ಜಿ ಸಲ್ಲಿಸಿದ ಅಭ್ಯರ್ಥಿಗಳ ತಾತ್ಕಾಲಿಕ ಆಯ್ಕೆಪಟ್ಟಿಯನ್ನು ಪ್ರಕಟಿಸಲಾಗಿದೆ. ಆಕ್ಷೇಪಣೆಗಳಿದ್ದಲ್ಲಿ ಮಾರ್ಚ್ 12 ರೊಳಗಾಗಿ ಸಲ್ಲಿಸಬಹುದಾಗಿದೆ ಎಂದು ಪ್ರಕಟಣೆ ತಿಳಿಸಿದೆ. (1146, 1448, 1510, 1500)
